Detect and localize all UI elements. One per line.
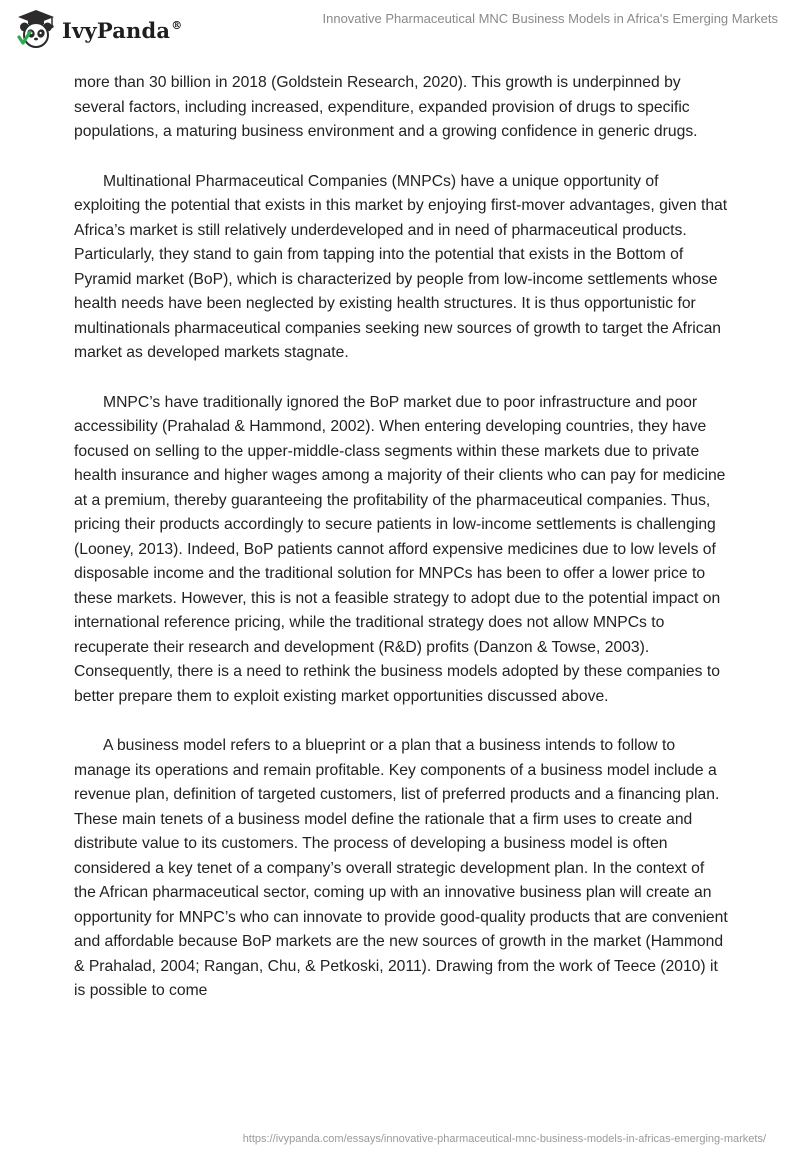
paragraph-3: MNPC’s have traditionally ignored the BoP market due to poor infrastructure and poor accessibility (Prahalad & Hammond, 2002). When entering developing countries, they have focused on selling to the upper-middle-class segments within these markets due to private health insurance and higher wages among a majority of their clients who can pay for medicine at a premium, thereby guaranteeing the profitability of the pharmaceutical companies. Thus, pricing their products accordingly to secure patients in low-income settlements is challenging (Looney, 2013). Indeed, BoP patients cannot afford expensive medicines due to low levels of disposable income and the traditional solution for MNPCs has been to offer a lower price to these markets. However, this is not a feasible strategy to adopt due to the potential impact on international reference pricing, while the traditional strategy does not allow MNPCs to recuperate their research and development (R&D) profits (Danzon & Towse, 2003). Consequently, there is a need to rethink the business models adopted by these companies to better prepare them to exploit existing market opportunities discussed above. [74,393,726,705]
brand-registered-mark: ® [171,18,183,32]
ivypanda-logo[interactable] [14,8,182,50]
source-url-link[interactable]: https://ivypanda.com/essays/innovative-pharmaceutical-mnc-business-models-in-africas-emerging-markets/ [242,1133,766,1145]
page-header [0,0,800,60]
paragraph-2: Multinational Pharmaceutical Companies (MNPCs) have a unique opportunity of exploiting the potential that exists in this market by enjoying first-mover advantages, given that Africa’s market is still relatively underdeveloped and in need of pharmaceutical products. Particularly, they stand to gain from tapping into the potential that exists in the Bottom of Pyramid market (BoP), which is characterized by people from low-income settlements whose health needs have been neglected by existing health structures. It is thus opportunistic for multinationals pharmaceutical companies seeking new sources of growth to target the African market as developed markets stagnate. [74,172,728,361]
paragraph-1: more than 30 billion in 2018 (Goldstein Research, 2020). This growth is underpinned by several factors, including increased, expenditure, expanded provision of drugs to specific populations, a maturing business environment and a growing confidence in generic drugs. [74,74,698,140]
brand-name: IvyPanda® [62,17,183,43]
document-title: Innovative Pharmaceutical MNC Business Models in Africa's Emerging Markets [322,11,778,26]
panda-graduation-cap-icon [14,7,58,51]
essay-body [74,71,728,1029]
paragraph-4: A business model refers to a blueprint or a plan that a business intends to follow to manage its operations and remain profitable. Key components of a business model include a revenue plan, definition of targeted customers, list of preferred products and a financing plan. These main tenets of a business model define the rationale that a firm uses to create and distribute value to its customers. The process of developing a business model is often considered a key tenet of a company’s overall strategic development plan. In the context of the African pharmaceutical sector, coming up with an innovative business plan will create an opportunity for MNPC’s who can innovate to provide good-quality products that are convenient and affordable because BoP markets are the new sources of growth in the market (Hammond & Prahalad, 2004; Rangan, Chu, & Petkoski, 2011). Drawing from the work of Teece (2010) it is possible to come [74,737,728,999]
